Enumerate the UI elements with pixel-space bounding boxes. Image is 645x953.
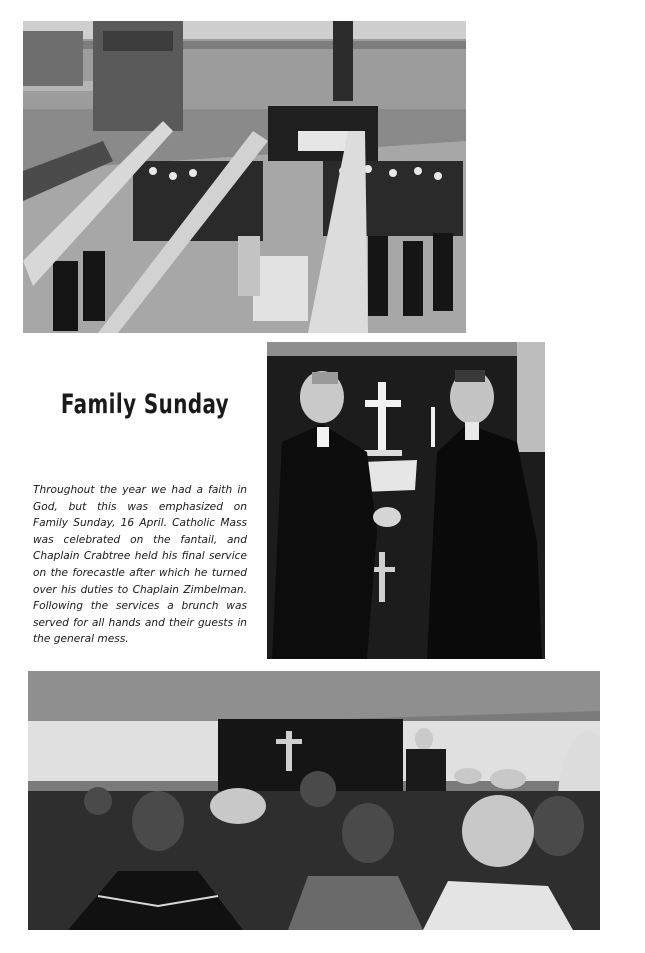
forecastle-service-photo [23,21,466,333]
page-title: Family Sunday [60,389,230,420]
family-service-photo [28,671,600,930]
body-paragraph: Throughout the year we had a faith in God, but this was emphasized on Family Sunday, 16 April. Catholic Mass was celebrated on the fantail, and Chaplain Crabtree held his final service on the forecastle after which he turned over his duties to Chaplain Zimbelman. Following the services a brunch was served for all hands and their guests in the general mess. [33,484,247,646]
chaplains-handshake-photo [267,342,545,659]
